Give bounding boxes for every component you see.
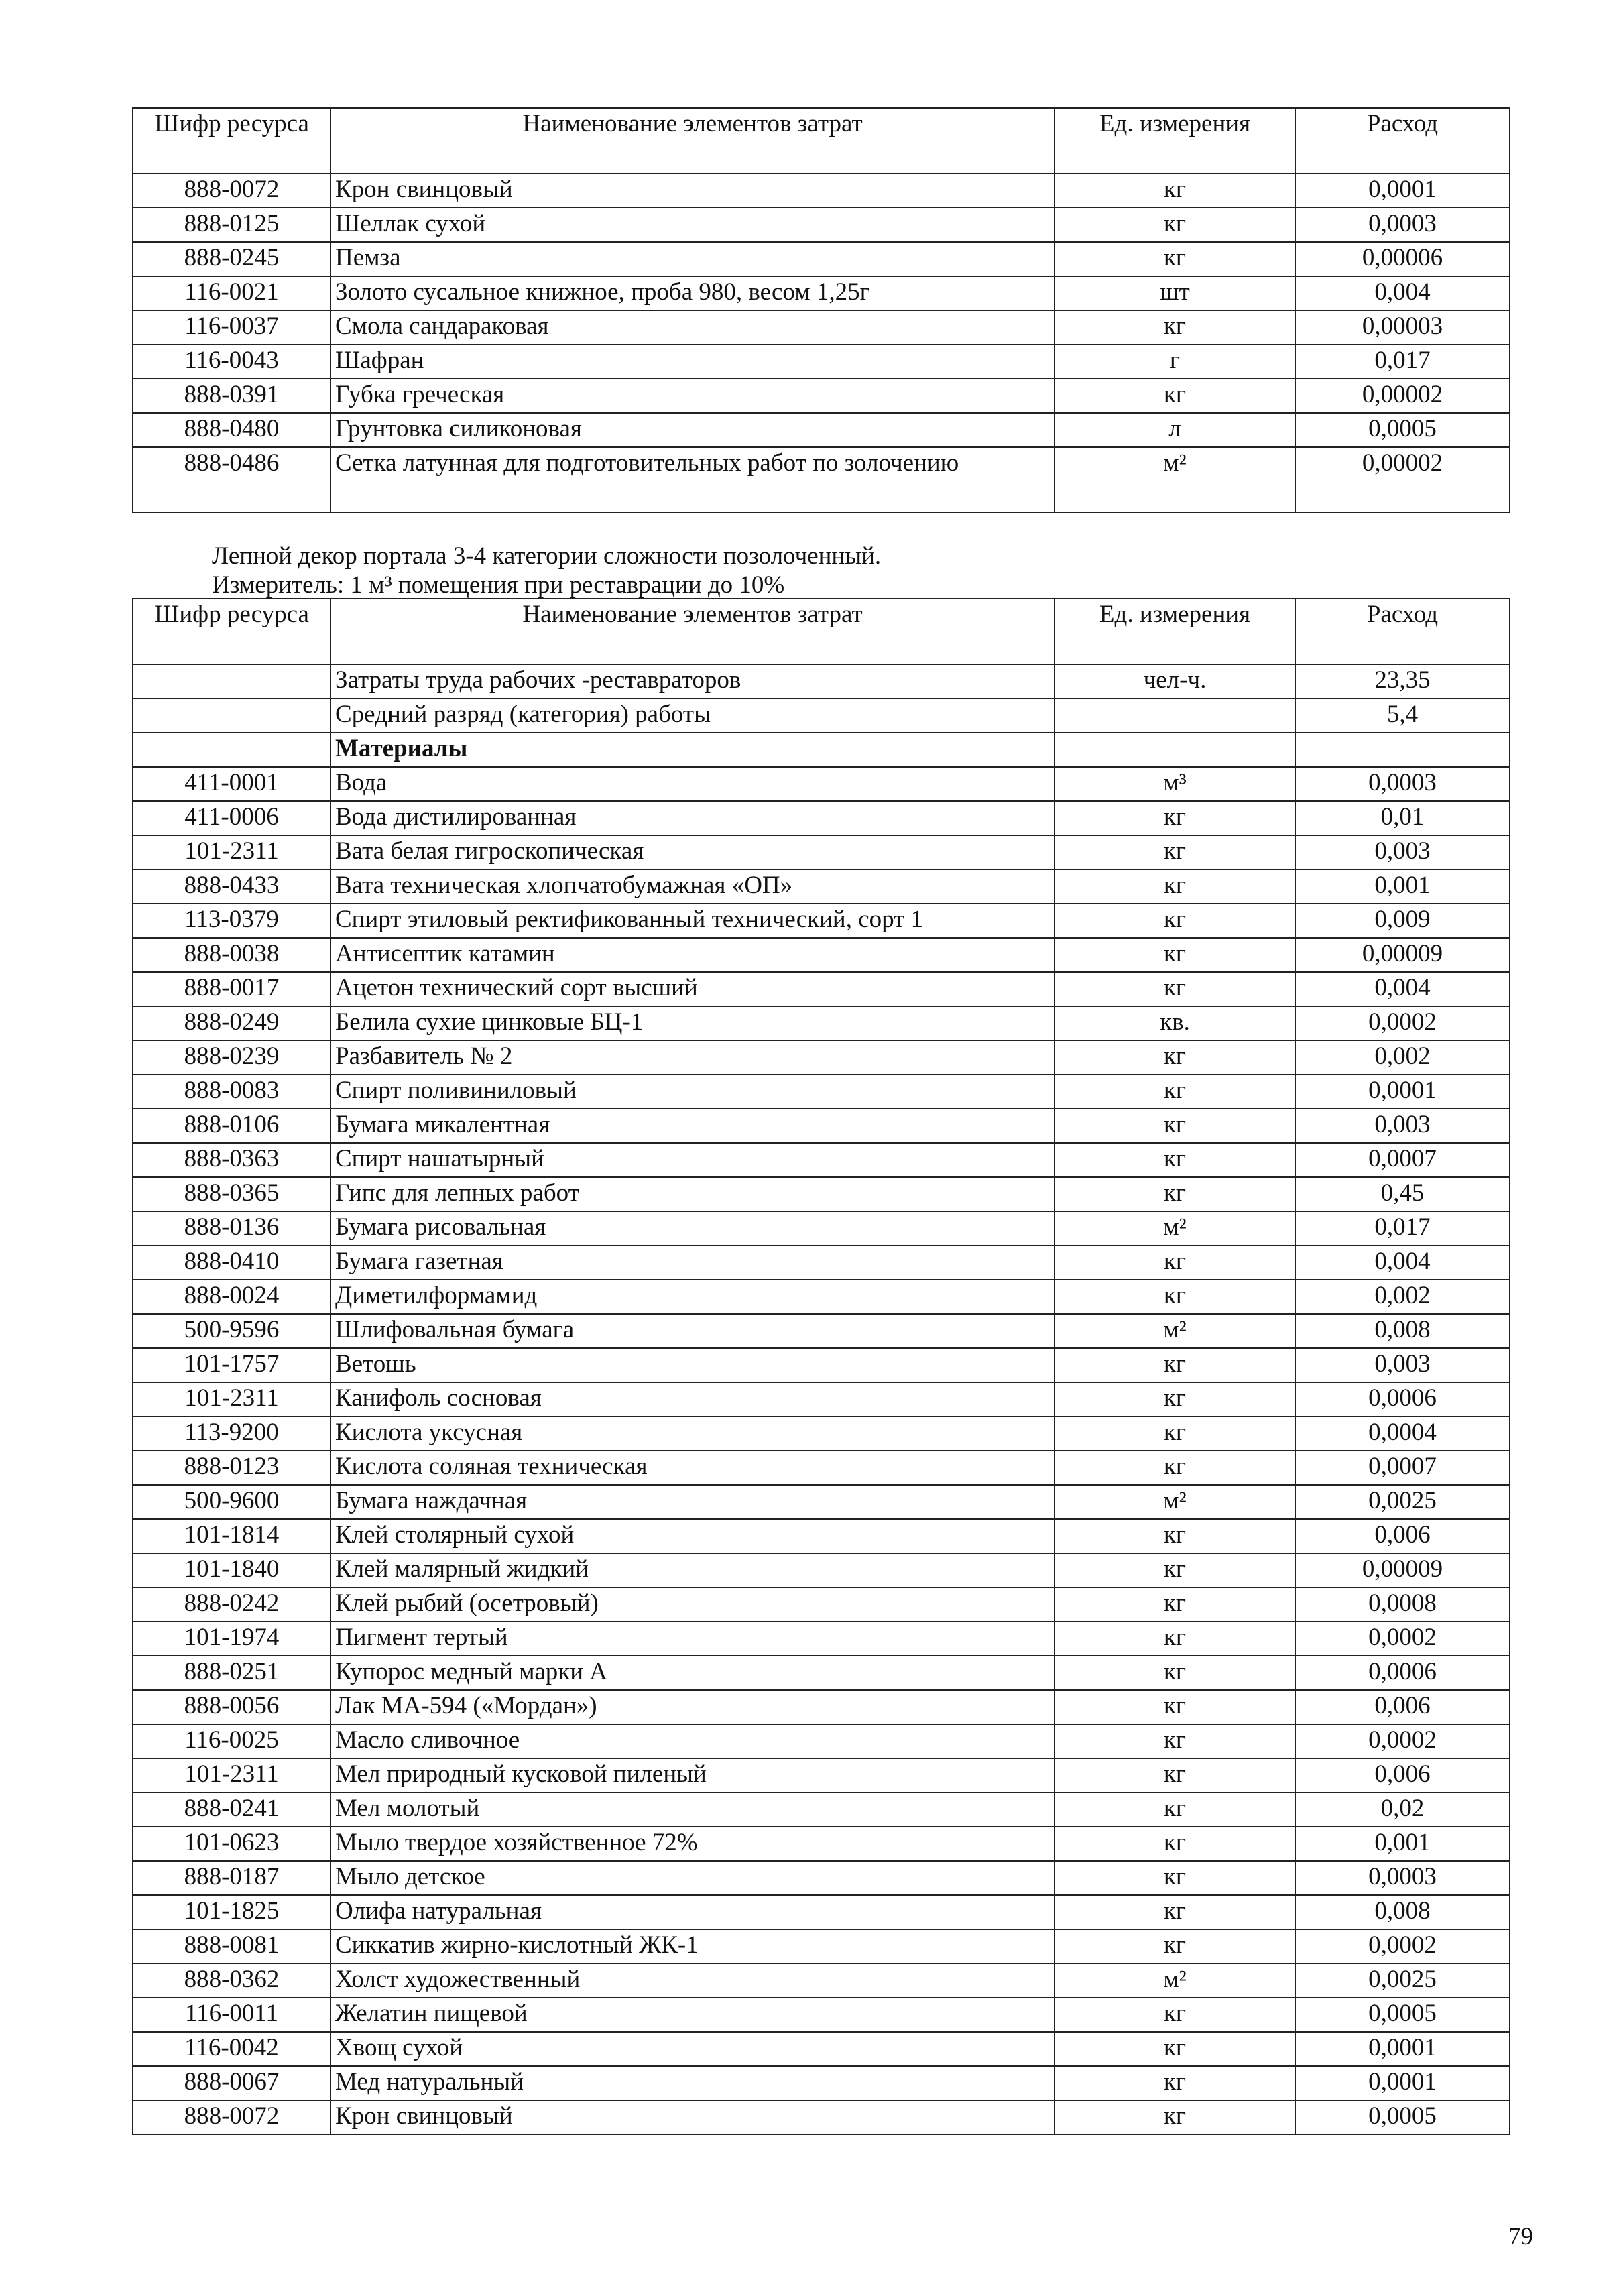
name-cell: Мыло детское bbox=[330, 1861, 1055, 1895]
name-cell: Вода дистилированная bbox=[330, 801, 1055, 835]
table-row bbox=[133, 664, 1510, 699]
name-cell: Белила сухие цинковые БЦ-1 bbox=[330, 1006, 1055, 1040]
code-cell: 888-0106 bbox=[133, 1109, 330, 1143]
name-cell: Шеллак сухой bbox=[330, 208, 1055, 242]
unit-cell: кг bbox=[1055, 1724, 1295, 1758]
amount-cell: 0,006 bbox=[1295, 1690, 1510, 1724]
amount-cell: 0,017 bbox=[1295, 345, 1510, 379]
name-cell: Кислота соляная техническая bbox=[330, 1451, 1055, 1485]
amount-cell bbox=[1295, 733, 1510, 767]
name-cell: Разбавитель № 2 bbox=[330, 1040, 1055, 1075]
name-cell: Лак МА-594 («Мордан») bbox=[330, 1690, 1055, 1724]
code-cell: 888-0410 bbox=[133, 1246, 330, 1280]
code-cell: 888-0239 bbox=[133, 1040, 330, 1075]
table-row bbox=[133, 1793, 1510, 1827]
table-row bbox=[133, 1519, 1510, 1553]
name-cell: Вода bbox=[330, 767, 1055, 801]
unit-cell: м² bbox=[1055, 447, 1295, 513]
name-cell: Золото сусальное книжное, проба 980, весом 1,25г bbox=[330, 276, 1055, 310]
amount-cell: 23,35 bbox=[1295, 664, 1510, 699]
name-cell: Олифа натуральная bbox=[330, 1895, 1055, 1929]
amount-cell: 5,4 bbox=[1295, 699, 1510, 733]
code-cell: 888-0245 bbox=[133, 242, 330, 276]
unit-cell: кг bbox=[1055, 1348, 1295, 1382]
caption-title: Лепной декор портала 3-4 категории сложности позолоченный. bbox=[212, 542, 882, 570]
table-row bbox=[133, 1280, 1510, 1314]
table-row bbox=[133, 1724, 1510, 1758]
unit-cell: шт bbox=[1055, 276, 1295, 310]
amount-cell: 0,0004 bbox=[1295, 1416, 1510, 1451]
code-cell: 101-1974 bbox=[133, 1622, 330, 1656]
code-cell: 116-0042 bbox=[133, 2032, 330, 2066]
table-row bbox=[133, 1348, 1510, 1382]
amount-cell: 0,017 bbox=[1295, 1211, 1510, 1246]
table-row bbox=[133, 733, 1510, 767]
name-cell: Масло сливочное bbox=[330, 1724, 1055, 1758]
name-cell: Смола сандараковая bbox=[330, 310, 1055, 345]
code-cell: 101-1840 bbox=[133, 1553, 330, 1587]
name-cell: Мед натуральный bbox=[330, 2066, 1055, 2100]
unit-cell: кг bbox=[1055, 904, 1295, 938]
amount-cell: 0,02 bbox=[1295, 1793, 1510, 1827]
name-cell: Спирт поливиниловый bbox=[330, 1075, 1055, 1109]
table-row bbox=[133, 1827, 1510, 1861]
unit-cell: кг bbox=[1055, 310, 1295, 345]
table-row bbox=[133, 345, 1510, 379]
unit-cell: кг bbox=[1055, 938, 1295, 972]
table-row bbox=[133, 1963, 1510, 1998]
resource-table-1 bbox=[132, 107, 1510, 513]
unit-cell: кг bbox=[1055, 1553, 1295, 1587]
name-cell: Вата техническая хлопчатобумажная «ОП» bbox=[330, 869, 1055, 904]
unit-cell: кг bbox=[1055, 801, 1295, 835]
table-row bbox=[133, 904, 1510, 938]
code-cell: 888-0242 bbox=[133, 1587, 330, 1622]
unit-cell: кг bbox=[1055, 1075, 1295, 1109]
header-name: Наименование элементов затрат bbox=[330, 108, 1055, 174]
name-cell: Клей столярный сухой bbox=[330, 1519, 1055, 1553]
code-cell: 101-2311 bbox=[133, 1382, 330, 1416]
name-cell: Губка греческая bbox=[330, 379, 1055, 413]
header-code: Шифр ресурса bbox=[133, 599, 330, 664]
name-cell: Шлифовальная бумага bbox=[330, 1314, 1055, 1348]
table-row bbox=[133, 2066, 1510, 2100]
amount-cell: 0,003 bbox=[1295, 835, 1510, 869]
resource-table-2 bbox=[132, 598, 1510, 2135]
table-row bbox=[133, 1553, 1510, 1587]
amount-cell: 0,008 bbox=[1295, 1314, 1510, 1348]
amount-cell: 0,002 bbox=[1295, 1040, 1510, 1075]
name-cell: Бумага наждачная bbox=[330, 1485, 1055, 1519]
code-cell: 888-0480 bbox=[133, 413, 330, 447]
name-cell: Мел природный кусковой пиленый bbox=[330, 1758, 1055, 1793]
amount-cell: 0,0002 bbox=[1295, 1622, 1510, 1656]
unit-cell: м² bbox=[1055, 1211, 1295, 1246]
name-cell: Крон свинцовый bbox=[330, 2100, 1055, 2134]
code-cell: 101-2311 bbox=[133, 835, 330, 869]
header-name: Наименование элементов затрат bbox=[330, 599, 1055, 664]
unit-cell: м² bbox=[1055, 1314, 1295, 1348]
table-row bbox=[133, 1314, 1510, 1348]
unit-cell: кг bbox=[1055, 1690, 1295, 1724]
name-cell: Бумага микалентная bbox=[330, 1109, 1055, 1143]
unit-cell: кг bbox=[1055, 1793, 1295, 1827]
unit-cell: кг bbox=[1055, 174, 1295, 208]
table-row bbox=[133, 1451, 1510, 1485]
code-cell: 888-0072 bbox=[133, 174, 330, 208]
table-row bbox=[133, 972, 1510, 1006]
amount-cell: 0,00009 bbox=[1295, 1553, 1510, 1587]
amount-cell: 0,003 bbox=[1295, 1109, 1510, 1143]
table-row bbox=[133, 379, 1510, 413]
amount-cell: 0,0001 bbox=[1295, 2032, 1510, 2066]
unit-cell: кг bbox=[1055, 1519, 1295, 1553]
code-cell: 888-0365 bbox=[133, 1177, 330, 1211]
table-row bbox=[133, 1895, 1510, 1929]
table-row bbox=[133, 1656, 1510, 1690]
table-row bbox=[133, 1416, 1510, 1451]
code-cell: 888-0017 bbox=[133, 972, 330, 1006]
code-cell: 888-0083 bbox=[133, 1075, 330, 1109]
amount-cell: 0,001 bbox=[1295, 869, 1510, 904]
amount-cell: 0,0005 bbox=[1295, 2100, 1510, 2134]
code-cell: 888-0136 bbox=[133, 1211, 330, 1246]
amount-cell: 0,00002 bbox=[1295, 447, 1510, 513]
name-cell: Вата белая гигроскопическая bbox=[330, 835, 1055, 869]
code-cell bbox=[133, 733, 330, 767]
table-row bbox=[133, 835, 1510, 869]
table-row bbox=[133, 276, 1510, 310]
code-cell: 113-0379 bbox=[133, 904, 330, 938]
unit-cell: кг bbox=[1055, 1656, 1295, 1690]
table-row bbox=[133, 1758, 1510, 1793]
amount-cell: 0,0003 bbox=[1295, 1861, 1510, 1895]
header-code: Шифр ресурса bbox=[133, 108, 330, 174]
code-cell: 116-0025 bbox=[133, 1724, 330, 1758]
header-unit: Ед. измерения bbox=[1055, 599, 1295, 664]
name-cell: Сетка латунная для подготовительных работ по золочению bbox=[330, 447, 1055, 513]
unit-cell: кг bbox=[1055, 1040, 1295, 1075]
code-cell: 888-0056 bbox=[133, 1690, 330, 1724]
amount-cell: 0,0006 bbox=[1295, 1656, 1510, 1690]
name-cell: Канифоль сосновая bbox=[330, 1382, 1055, 1416]
amount-cell: 0,002 bbox=[1295, 1280, 1510, 1314]
table-row bbox=[133, 1211, 1510, 1246]
unit-cell: кг bbox=[1055, 2100, 1295, 2134]
unit-cell: кг bbox=[1055, 1758, 1295, 1793]
amount-cell: 0,003 bbox=[1295, 1348, 1510, 1382]
amount-cell: 0,0001 bbox=[1295, 1075, 1510, 1109]
unit-cell: кг bbox=[1055, 1382, 1295, 1416]
table-row bbox=[133, 310, 1510, 345]
amount-cell: 0,004 bbox=[1295, 276, 1510, 310]
code-cell: 500-9600 bbox=[133, 1485, 330, 1519]
amount-cell: 0,00002 bbox=[1295, 379, 1510, 413]
table-row bbox=[133, 174, 1510, 208]
header-unit: Ед. измерения bbox=[1055, 108, 1295, 174]
amount-cell: 0,01 bbox=[1295, 801, 1510, 835]
code-cell: 101-0623 bbox=[133, 1827, 330, 1861]
table-row bbox=[133, 767, 1510, 801]
unit-cell: кг bbox=[1055, 2066, 1295, 2100]
table-row bbox=[133, 1109, 1510, 1143]
name-cell: Бумага газетная bbox=[330, 1246, 1055, 1280]
table-row bbox=[133, 208, 1510, 242]
code-cell: 411-0006 bbox=[133, 801, 330, 835]
name-cell: Крон свинцовый bbox=[330, 174, 1055, 208]
amount-cell: 0,00006 bbox=[1295, 242, 1510, 276]
name-cell: Материалы bbox=[330, 733, 1055, 767]
table-row bbox=[133, 1587, 1510, 1622]
unit-cell: кг bbox=[1055, 242, 1295, 276]
code-cell: 888-0362 bbox=[133, 1963, 330, 1998]
caption-measure: Измеритель: 1 м³ помещения при реставрации до 10% bbox=[212, 571, 785, 599]
table-row bbox=[133, 1929, 1510, 1963]
table-row bbox=[133, 1485, 1510, 1519]
unit-cell: кг bbox=[1055, 379, 1295, 413]
table-row bbox=[133, 2032, 1510, 2066]
name-cell: Сиккатив жирно-кислотный ЖК-1 bbox=[330, 1929, 1055, 1963]
name-cell: Спирт этиловый ректификованный технический, сорт 1 bbox=[330, 904, 1055, 938]
amount-cell: 0,0025 bbox=[1295, 1485, 1510, 1519]
amount-cell: 0,00009 bbox=[1295, 938, 1510, 972]
unit-cell: кг bbox=[1055, 1109, 1295, 1143]
table-row bbox=[133, 801, 1510, 835]
unit-cell: кг bbox=[1055, 1827, 1295, 1861]
code-cell: 101-1814 bbox=[133, 1519, 330, 1553]
unit-cell: кг bbox=[1055, 1998, 1295, 2032]
amount-cell: 0,45 bbox=[1295, 1177, 1510, 1211]
unit-cell: кг bbox=[1055, 1143, 1295, 1177]
table-row bbox=[133, 413, 1510, 447]
code-cell: 888-0123 bbox=[133, 1451, 330, 1485]
code-cell: 101-2311 bbox=[133, 1758, 330, 1793]
code-cell: 888-0391 bbox=[133, 379, 330, 413]
table-row bbox=[133, 938, 1510, 972]
name-cell: Спирт нашатырный bbox=[330, 1143, 1055, 1177]
unit-cell: кг bbox=[1055, 972, 1295, 1006]
amount-cell: 0,0003 bbox=[1295, 767, 1510, 801]
table-row bbox=[133, 1075, 1510, 1109]
code-cell: 101-1757 bbox=[133, 1348, 330, 1382]
amount-cell: 0,006 bbox=[1295, 1758, 1510, 1793]
amount-cell: 0,004 bbox=[1295, 972, 1510, 1006]
name-cell: Желатин пищевой bbox=[330, 1998, 1055, 2032]
unit-cell: кг bbox=[1055, 1451, 1295, 1485]
code-cell: 888-0187 bbox=[133, 1861, 330, 1895]
unit-cell: л bbox=[1055, 413, 1295, 447]
name-cell: Шафран bbox=[330, 345, 1055, 379]
table-row bbox=[133, 869, 1510, 904]
table-row bbox=[133, 1861, 1510, 1895]
code-cell: 116-0021 bbox=[133, 276, 330, 310]
table-row bbox=[133, 1690, 1510, 1724]
amount-cell: 0,0001 bbox=[1295, 2066, 1510, 2100]
unit-cell: кг bbox=[1055, 208, 1295, 242]
header-amount: Расход bbox=[1295, 599, 1510, 664]
unit-cell: кг bbox=[1055, 835, 1295, 869]
name-cell: Холст художественный bbox=[330, 1963, 1055, 1998]
table-row bbox=[133, 1006, 1510, 1040]
code-cell: 116-0043 bbox=[133, 345, 330, 379]
unit-cell: кг bbox=[1055, 1587, 1295, 1622]
code-cell: 113-9200 bbox=[133, 1416, 330, 1451]
table-row bbox=[133, 1382, 1510, 1416]
amount-cell: 0,0003 bbox=[1295, 208, 1510, 242]
amount-cell: 0,009 bbox=[1295, 904, 1510, 938]
code-cell: 888-0081 bbox=[133, 1929, 330, 1963]
unit-cell: кв. bbox=[1055, 1006, 1295, 1040]
unit-cell: кг bbox=[1055, 1895, 1295, 1929]
name-cell: Клей малярный жидкий bbox=[330, 1553, 1055, 1587]
name-cell: Бумага рисовальная bbox=[330, 1211, 1055, 1246]
amount-cell: 0,0025 bbox=[1295, 1963, 1510, 1998]
code-cell: 888-0024 bbox=[133, 1280, 330, 1314]
name-cell: Ацетон технический сорт высший bbox=[330, 972, 1055, 1006]
unit-cell: кг bbox=[1055, 1622, 1295, 1656]
unit-cell: кг bbox=[1055, 1280, 1295, 1314]
name-cell: Мыло твердое хозяйственное 72% bbox=[330, 1827, 1055, 1861]
code-cell: 888-0072 bbox=[133, 2100, 330, 2134]
table-row bbox=[133, 447, 1510, 513]
amount-cell: 0,006 bbox=[1295, 1519, 1510, 1553]
code-cell: 888-0251 bbox=[133, 1656, 330, 1690]
unit-cell bbox=[1055, 733, 1295, 767]
amount-cell: 0,0008 bbox=[1295, 1587, 1510, 1622]
name-cell: Пемза bbox=[330, 242, 1055, 276]
code-cell: 888-0433 bbox=[133, 869, 330, 904]
unit-cell: кг bbox=[1055, 1929, 1295, 1963]
code-cell: 888-0241 bbox=[133, 1793, 330, 1827]
name-cell: Диметилформамид bbox=[330, 1280, 1055, 1314]
amount-cell: 0,0007 bbox=[1295, 1451, 1510, 1485]
unit-cell: м² bbox=[1055, 1485, 1295, 1519]
unit-cell: м³ bbox=[1055, 767, 1295, 801]
code-cell: 888-0363 bbox=[133, 1143, 330, 1177]
code-cell: 101-1825 bbox=[133, 1895, 330, 1929]
code-cell: 888-0125 bbox=[133, 208, 330, 242]
amount-cell: 0,0001 bbox=[1295, 174, 1510, 208]
name-cell: Ветошь bbox=[330, 1348, 1055, 1382]
code-cell: 888-0249 bbox=[133, 1006, 330, 1040]
unit-cell: кг bbox=[1055, 1861, 1295, 1895]
unit-cell: кг bbox=[1055, 1177, 1295, 1211]
unit-cell: чел-ч. bbox=[1055, 664, 1295, 699]
amount-cell: 0,0007 bbox=[1295, 1143, 1510, 1177]
name-cell: Клей рыбий (осетровый) bbox=[330, 1587, 1055, 1622]
table-row bbox=[133, 1998, 1510, 2032]
code-cell: 888-0486 bbox=[133, 447, 330, 513]
name-cell: Гипс для лепных работ bbox=[330, 1177, 1055, 1211]
code-cell: 888-0067 bbox=[133, 2066, 330, 2100]
table-row bbox=[133, 699, 1510, 733]
amount-cell: 0,004 bbox=[1295, 1246, 1510, 1280]
amount-cell: 0,0002 bbox=[1295, 1006, 1510, 1040]
amount-cell: 0,0002 bbox=[1295, 1724, 1510, 1758]
code-cell: 888-0038 bbox=[133, 938, 330, 972]
amount-cell: 0,001 bbox=[1295, 1827, 1510, 1861]
section-caption bbox=[212, 542, 881, 599]
amount-cell: 0,0005 bbox=[1295, 1998, 1510, 2032]
code-cell: 116-0037 bbox=[133, 310, 330, 345]
table-row bbox=[133, 1040, 1510, 1075]
unit-cell: кг bbox=[1055, 2032, 1295, 2066]
name-cell: Антисептик катамин bbox=[330, 938, 1055, 972]
unit-cell: м² bbox=[1055, 1963, 1295, 1998]
code-cell bbox=[133, 664, 330, 699]
name-cell: Затраты труда рабочих -реставраторов bbox=[330, 664, 1055, 699]
code-cell: 500-9596 bbox=[133, 1314, 330, 1348]
amount-cell: 0,008 bbox=[1295, 1895, 1510, 1929]
name-cell: Хвощ сухой bbox=[330, 2032, 1055, 2066]
amount-cell: 0,0006 bbox=[1295, 1382, 1510, 1416]
table-row bbox=[133, 1143, 1510, 1177]
table-row bbox=[133, 1622, 1510, 1656]
name-cell: Пигмент тертый bbox=[330, 1622, 1055, 1656]
code-cell: 116-0011 bbox=[133, 1998, 330, 2032]
code-cell bbox=[133, 699, 330, 733]
amount-cell: 0,0002 bbox=[1295, 1929, 1510, 1963]
amount-cell: 0,0005 bbox=[1295, 413, 1510, 447]
unit-cell: кг bbox=[1055, 1416, 1295, 1451]
name-cell: Средний разряд (категория) работы bbox=[330, 699, 1055, 733]
page-number: 79 bbox=[1508, 2223, 1533, 2250]
unit-cell: кг bbox=[1055, 869, 1295, 904]
code-cell: 411-0001 bbox=[133, 767, 330, 801]
amount-cell: 0,00003 bbox=[1295, 310, 1510, 345]
table-row bbox=[133, 1177, 1510, 1211]
unit-cell bbox=[1055, 699, 1295, 733]
table-row bbox=[133, 2100, 1510, 2134]
name-cell: Грунтовка силиконовая bbox=[330, 413, 1055, 447]
name-cell: Мел молотый bbox=[330, 1793, 1055, 1827]
unit-cell: г bbox=[1055, 345, 1295, 379]
name-cell: Кислота уксусная bbox=[330, 1416, 1055, 1451]
table-row bbox=[133, 242, 1510, 276]
name-cell: Купорос медный марки А bbox=[330, 1656, 1055, 1690]
table-row bbox=[133, 1246, 1510, 1280]
unit-cell: кг bbox=[1055, 1246, 1295, 1280]
header-amount: Расход bbox=[1295, 108, 1510, 174]
